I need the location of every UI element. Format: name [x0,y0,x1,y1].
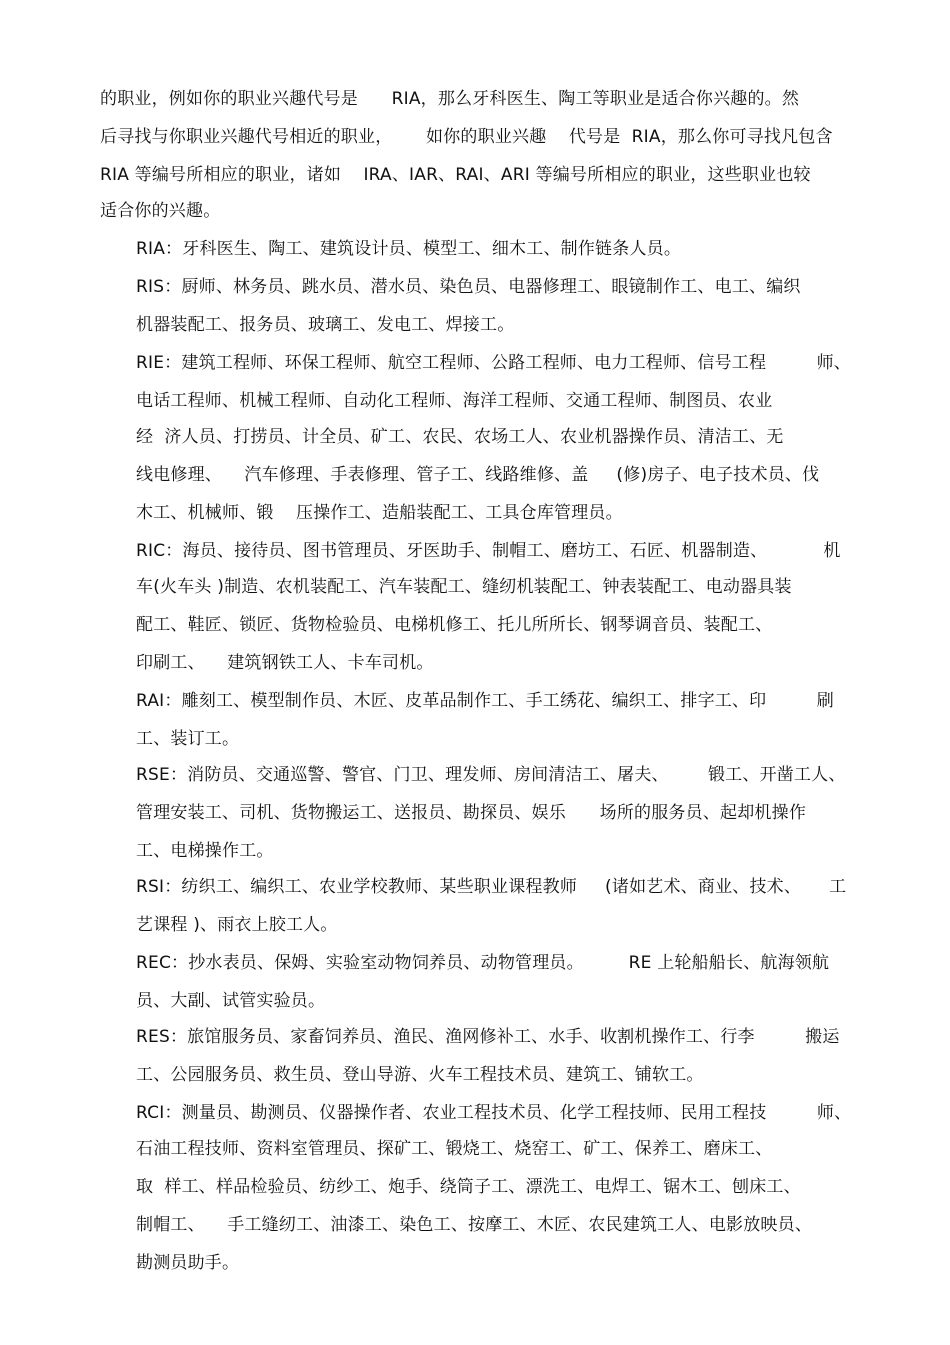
entry-rai-line: RAI：雕刻工、模型制作员、木匠、皮革品制作工、手工绣花、编织工、排字工、印 刷 [136,691,834,711]
intro-line: 的职业，例如你的职业兴趣代号是 RIA，那么牙科医生、陶工等职业是适合你兴趣的。然 [100,89,800,109]
intro-line: RIA 等编号所相应的职业，诸如 IRA、IAR、RAI、ARI 等编号所相应的职业，这些职业也较 [100,165,811,185]
entry-rie-line: 木工、机械师、锻 压操作工、造船装配工、工具仓库管理员。 [136,503,623,523]
entry-rie-line: 电话工程师、机械工程师、自动化工程师、海洋工程师、交通工程师、制图员、农业 [136,391,773,411]
entry-rie-line: 线电修理、 汽车修理、手表修理、管子工、线路维修、盖 (修)房子、电子技术员、伐 [136,465,820,485]
entry-rsi-line: RSI：纺织工、编织工、农业学校教师、某些职业课程教师 (诸如艺术、商业、技术、 工 [136,877,847,897]
entry-rec-line: REC：抄水表员、保姆、实验室动物饲养员、动物管理员。 RE 上轮船船长、航海领航 [136,953,830,973]
entry-rse-line: RSE：消防员、交通巡警、警官、门卫、理发师、房间清洁工、屠夫、 锻工、开凿工人、 [136,765,846,785]
entry-ric-line: 车(火车头 )制造、农机装配工、汽车装配工、缝纫机装配工、钟表装配工、电动器具装 [136,577,792,597]
entry-rse-line: 管理安装工、司机、货物搬运工、送报员、勘探员、娱乐 场所的服务员、起却机操作 [136,803,807,823]
entry-rci-line: RCI：测量员、勘测员、仪器操作者、农业工程技术员、化学工程技师、民用工程技 师、 [136,1103,852,1123]
entry-rci-line: 制帽工、 手工缝纫工、油漆工、染色工、按摩工、木匠、农民建筑工人、电影放映员、 [136,1215,813,1235]
entry-ric-line: 配工、鞋匠、锁匠、货物检验员、电梯机修工、托儿所所长、钢琴调音员、装配工、 [136,615,773,635]
entry-res-line: RES：旅馆服务员、家畜饲养员、渔民、渔网修补工、水手、收割机操作工、行李 搬运 [136,1027,840,1047]
entry-rec-line: 员、大副、试管实验员。 [136,991,326,1011]
entry-rie-line: 经 济人员、打捞员、计全员、矿工、农民、农场工人、农业机器操作员、清洁工、无 [136,427,784,447]
entry-res-line: 工、公园服务员、救生员、登山导游、火车工程技术员、建筑工、铺软工。 [136,1065,704,1085]
entry-ria-line: RIA：牙科医生、陶工、建筑设计员、模型工、细木工、制作链条人员。 [136,239,682,259]
entry-ris-line: 机器装配工、报务员、玻璃工、发电工、焊接工。 [136,315,515,335]
intro-line: 后寻找与你职业兴趣代号相近的职业， 如你的职业兴趣 代号是 RIA，那么你可寻找凡包含 [100,127,833,147]
entry-ris-line: RIS：厨师、林务员、跳水员、潜水员、染色员、电器修理工、眼镜制作工、电工、编织 [136,277,801,297]
entry-ric-line: 印刷工、 建筑钢铁工人、卡车司机。 [136,653,434,673]
entry-rai-line: 工、装订工。 [136,729,240,749]
entry-rci-line: 取 样工、样品检验员、纺纱工、炮手、绕筒子工、漂洗工、电焊工、锯木工、刨床工、 [136,1177,801,1197]
entry-rie-line: RIE：建筑工程师、环保工程师、航空工程师、公路工程师、电力工程师、信号工程 师、 [136,353,851,373]
entry-rci-line: 石油工程技师、资料室管理员、探矿工、锻烧工、烧窑工、矿工、保养工、磨床工、 [136,1139,773,1159]
entry-rsi-line: 艺课程 )、雨衣上胶工人。 [136,915,338,935]
entry-rse-line: 工、电梯操作工。 [136,841,274,861]
entry-ric-line: RIC：海员、接待员、图书管理员、牙医助手、制帽工、磨坊工、石匠、机器制造、 机 [136,541,841,561]
entry-rci-line: 勘测员助手。 [136,1253,240,1273]
intro-line: 适合你的兴趣。 [100,201,221,221]
